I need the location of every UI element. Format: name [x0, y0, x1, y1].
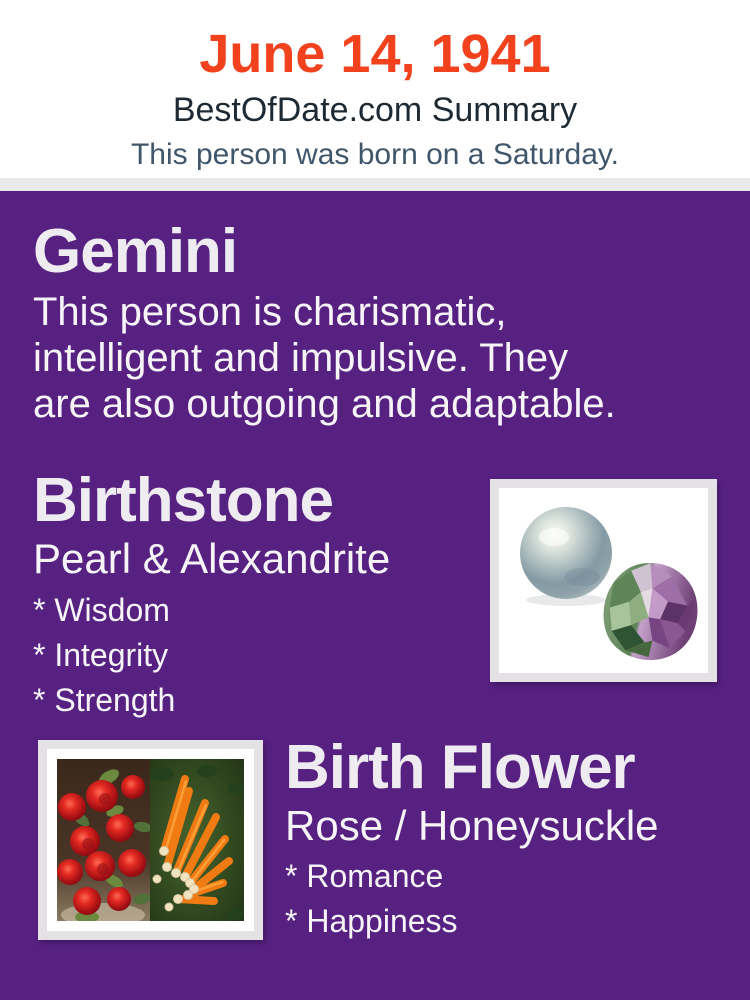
birth-flower-section	[285, 734, 717, 941]
divider-bar	[0, 178, 750, 191]
zodiac-description: This person is charismatic, intelligent and impulsive. They are also outgoing and adaptable.	[33, 290, 616, 427]
birthstone-heading: Birthstone	[33, 466, 333, 536]
header	[0, 0, 750, 178]
rose-honeysuckle-graphic	[57, 759, 244, 921]
birthstone-trait: * Integrity	[33, 636, 169, 673]
birthstone-trait: * Strength	[33, 681, 176, 718]
site-summary-title: BestOfDate.com Summary	[172, 91, 578, 129]
birth-flower-trait: * Happiness	[285, 903, 458, 940]
pearl-alexandrite-graphic	[504, 493, 703, 668]
birth-flower-image	[38, 740, 263, 940]
birth-flower-names: Rose / Honeysuckle	[285, 802, 659, 850]
date-title: June 14, 1941	[199, 24, 551, 84]
birth-flower-heading: Birth Flower	[285, 732, 635, 802]
pearl-graphic	[520, 507, 612, 606]
birthstone-names: Pearl & Alexandrite	[33, 535, 391, 583]
birthstone-image	[490, 479, 717, 682]
birthstone-trait: * Wisdom	[33, 591, 170, 628]
roses-photo	[57, 759, 153, 921]
zodiac-section	[33, 218, 717, 427]
honeysuckle-photo	[150, 759, 244, 921]
born-on-weekday-text: This person was born on a Saturday.	[130, 138, 620, 171]
zodiac-sign-heading: Gemini	[33, 217, 238, 286]
birth-flower-trait: * Romance	[285, 858, 444, 895]
alexandrite-graphic	[604, 563, 698, 660]
